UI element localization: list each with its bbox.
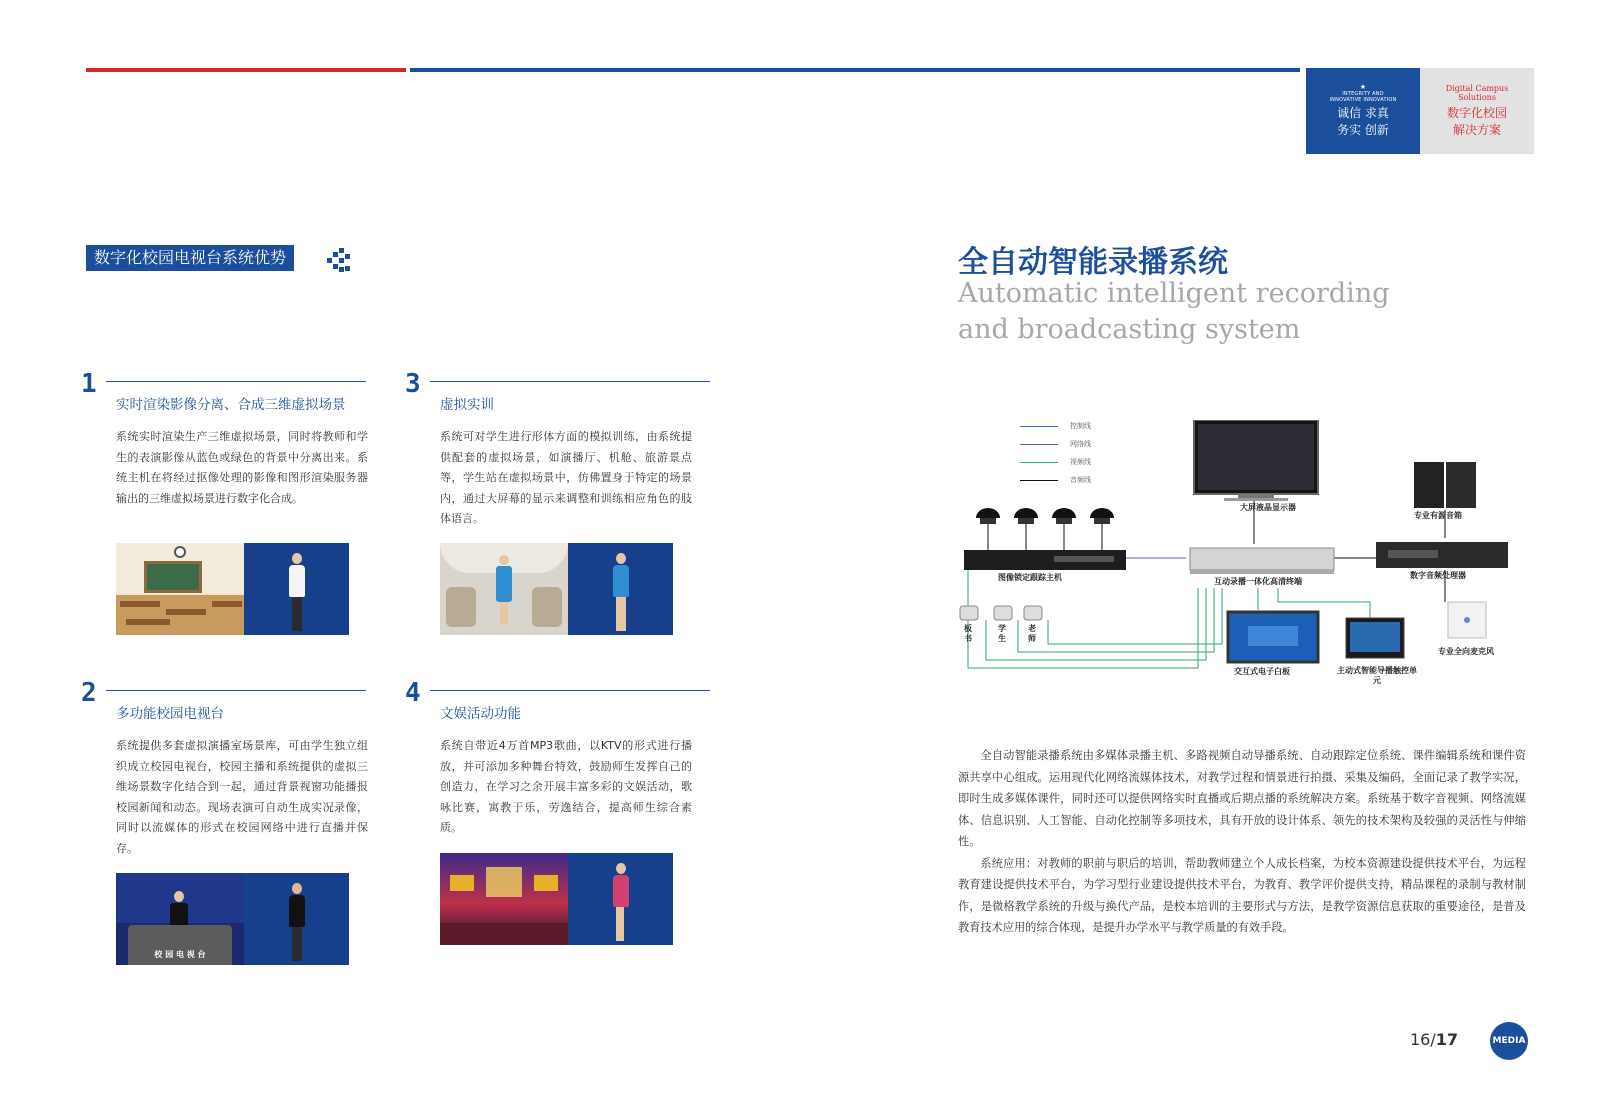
feature-title: 实时渲染影像分离、合成三维虚拟场景 bbox=[116, 397, 346, 413]
legend-item: 音频线 bbox=[1020, 474, 1091, 486]
keyed-attendant-image bbox=[568, 543, 673, 635]
camera-teacher-label: 老师 bbox=[1028, 624, 1036, 643]
keyed-performer-image bbox=[568, 853, 673, 945]
page-numbers bbox=[1410, 1030, 1458, 1049]
feature-title: 虚拟实训 bbox=[440, 397, 494, 413]
terminal-label: 互动录播一体化高清终端 bbox=[1214, 577, 1302, 586]
brand-motto-panel bbox=[1306, 68, 1420, 154]
feature-body: 系统自带近4万首MP3歌曲，以KTV的形式进行播放，并可添加多种舞台特效，鼓励师生发挥自己的创造力，在学习之余开展丰富多彩的文娱活动，歌咏比赛，寓教于乐，劳逸结合，提高师生综合素质。 bbox=[440, 739, 692, 834]
feature-rule bbox=[430, 381, 710, 382]
feature-body: 系统提供多套虚拟演播室场景库，可由学生独立组织成立校园电视台，校园主播和系统提供的虚拟三维场景数字化结合到一起，通过背景视窗功能播报校园新闻和动态。现场表演可自动生成实况录像，同时以流媒体的形式在校园网络中进行直播并保存。 bbox=[116, 739, 368, 855]
feature-number: 3 bbox=[405, 369, 421, 399]
page-subtitle-en-line1: Automatic intelligent recording bbox=[958, 278, 1390, 309]
feature-image bbox=[440, 543, 673, 635]
feature-body: 系统可对学生进行形体方面的模拟训练，由系统提供配套的虚拟场景，如演播厅、机舱、旅游景点等，学生站在虚拟场景中，仿佛置身于特定的场景内，通过大屏幕的显示来调整和训练相应角色的肢体语言。 bbox=[440, 430, 692, 525]
page-separator: / bbox=[1430, 1030, 1436, 1049]
paragraph-overview: 全自动智能录播系统由多媒体录播主机、多路视频自动导播系统、自动跟踪定位系统、课件编辑系统和课件资源共享中心组成。运用现代化网络流媒体技术，对教学过程和情景进行拍摄、采集及编码，全面记录了教学实况，即时生成多媒体课件，同时还可以提供网络实时直播或后期点播的系统解决方案。系统基于数字音视频、网络流媒体、信息识别、人工智能、自动化控制等多项技术，具有开放的设计体系、领先的技术架构及较强的灵活性与伸缩性。 bbox=[958, 749, 1526, 848]
paragraph-applications: 系统应用：对教师的职前与职后的培训，帮助教师建立个人成长档案，为校本资源建设提供技术平台，为远程教育建设提供技术平台，为学习型行业建设提供技术平台，为教育、教学评价提供支持，精品课程的录制与教材制作，是微格教学系统的升级与换代产品，是校本培训的主要形式与方法，是教学资源信息获取的重要途径，是普及教育技术应用的综合体现，是提升办学水平与教学质量的有效手段。 bbox=[958, 856, 1526, 934]
studio-caption: 校 园 电 视 台 bbox=[154, 950, 206, 959]
feature-image bbox=[116, 873, 349, 965]
brand-motto-line2: 务实 创新 bbox=[1337, 123, 1389, 137]
brand-box bbox=[1306, 68, 1534, 154]
tracker-label: 图像锁定跟踪主机 bbox=[998, 573, 1062, 582]
aircraft-cabin-scene-image bbox=[440, 543, 568, 635]
feature-3 bbox=[405, 369, 730, 641]
feature-body: 系统实时渲染生产三维虚拟场景，同时将教师和学生的表演影像从蓝色或绿色的背景中分离出来。系统主机在将经过抠像处理的影像和图形渲染服务器输出的三维虚拟场景进行数字化合成。 bbox=[116, 430, 368, 505]
header-blue-rule bbox=[410, 68, 1300, 72]
feature-image bbox=[440, 853, 673, 945]
solution-panel bbox=[1420, 68, 1534, 154]
feature-image bbox=[116, 543, 349, 635]
page-title: 全自动智能录播系统 bbox=[958, 245, 1228, 280]
stage-scene-image bbox=[440, 853, 568, 945]
classroom-scene-image bbox=[116, 543, 244, 635]
feature-number: 4 bbox=[405, 678, 421, 708]
keyed-anchor-image bbox=[244, 873, 349, 965]
media-logo-icon: MEDIA bbox=[1490, 1022, 1528, 1060]
feature-rule bbox=[430, 690, 710, 691]
page-subtitle-en bbox=[958, 276, 1478, 348]
page-subtitle-en-line2: and broadcasting system bbox=[958, 314, 1301, 345]
camera-board-label: 板书 bbox=[964, 624, 972, 643]
page-number-right: 17 bbox=[1435, 1030, 1459, 1049]
camera-student-label: 学生 bbox=[998, 624, 1006, 643]
keyed-presenter-image bbox=[244, 543, 349, 635]
feature-title: 文娱活动功能 bbox=[440, 706, 521, 722]
feature-number: 2 bbox=[81, 678, 97, 708]
feature-number: 1 bbox=[81, 369, 97, 399]
page-number-left: 16 bbox=[1410, 1030, 1431, 1049]
header-red-rule bbox=[86, 68, 406, 72]
feature-4 bbox=[405, 678, 730, 960]
solution-en: Digital Campus Solutions bbox=[1445, 83, 1509, 102]
brand-motto-line1: 诚信 求真 bbox=[1337, 106, 1389, 120]
studio-scene-image bbox=[116, 873, 244, 965]
speaker-label: 专业有源音箱 bbox=[1414, 511, 1462, 520]
microphone-label: 专业全向麦克风 bbox=[1438, 647, 1494, 656]
audio-processor-label: 数字音频处理器 bbox=[1410, 571, 1466, 580]
solution-cn-line2: 解决方案 bbox=[1452, 122, 1501, 137]
brand-en: INTEGRITY AND INNOVATIVE INNOVATION bbox=[1329, 91, 1397, 103]
feature-rule bbox=[106, 690, 366, 691]
display-label: 大屏液晶显示器 bbox=[1240, 503, 1296, 512]
section-title: 数字化校园电视台系统优势 bbox=[86, 245, 294, 271]
legend-item: 视频线 bbox=[1020, 456, 1091, 468]
feature-2 bbox=[81, 678, 406, 960]
pixel-decoration-icon bbox=[327, 248, 353, 272]
system-description bbox=[958, 745, 1526, 939]
feature-1 bbox=[81, 369, 406, 641]
legend-item: 网络线 bbox=[1020, 438, 1091, 450]
feature-rule bbox=[106, 381, 366, 382]
feature-title: 多功能校园电视台 bbox=[116, 706, 224, 722]
touch-unit-label: 主动式智能导播触控单元 bbox=[1337, 666, 1417, 685]
whiteboard-label: 交互式电子白板 bbox=[1234, 667, 1290, 676]
system-diagram bbox=[958, 420, 1528, 710]
star-icon: ★ bbox=[1359, 83, 1367, 91]
legend-item: 控制线 bbox=[1020, 420, 1091, 432]
solution-cn-line1: 数字化校园 bbox=[1446, 105, 1507, 120]
